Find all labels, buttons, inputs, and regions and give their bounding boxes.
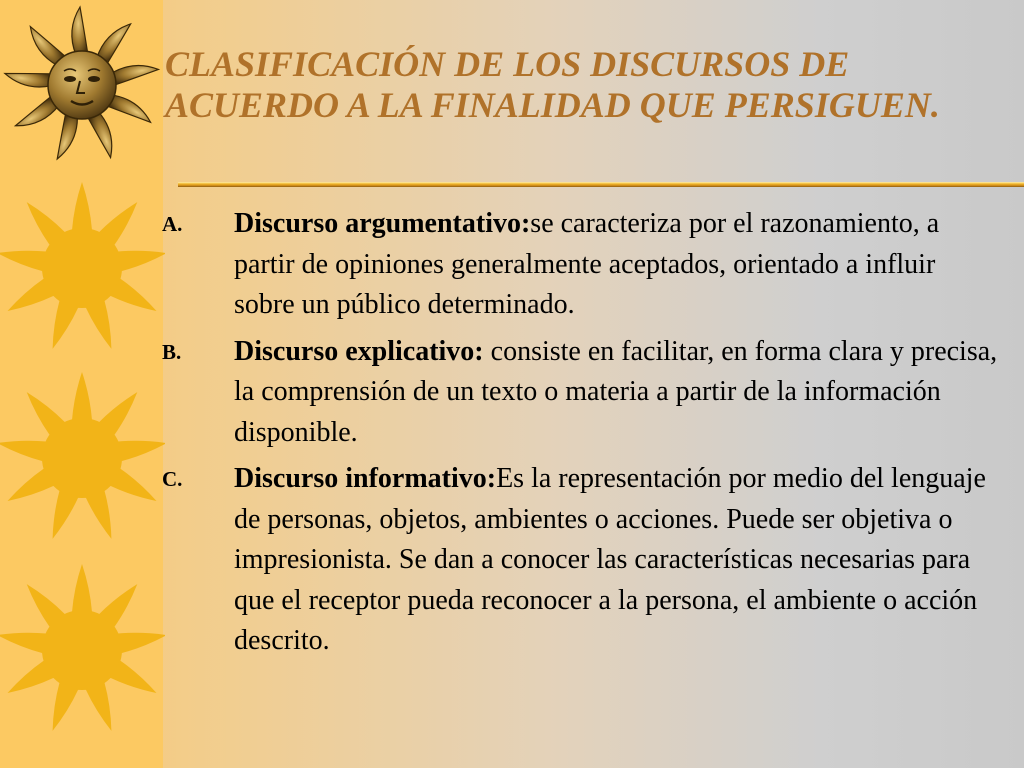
item-marker: A. <box>162 212 183 236</box>
list-item <box>162 204 1002 326</box>
sun-icon <box>0 178 165 358</box>
discourse-list <box>162 204 1002 668</box>
item-text: se caracteriza por el razonamiento, a partir de opiniones generalmente aceptados, orientado a influir sobre un público determinado. <box>234 208 940 320</box>
list-item <box>162 459 1002 662</box>
left-decorative-band <box>0 0 163 768</box>
item-term: Discurso argumentativo: <box>234 208 531 239</box>
sun-face-icon <box>0 0 165 175</box>
item-term: Discurso explicativo: <box>234 335 484 367</box>
slide-title: CLASIFICACIÓN DE LOS DISCURSOS DE ACUERDO A LA FINALIDAD QUE PERSIGUEN. <box>165 44 940 125</box>
sun-icon <box>0 368 165 548</box>
item-term: Discurso informativo: <box>234 463 497 494</box>
item-marker: B. <box>162 339 182 364</box>
item-marker: C. <box>162 467 183 491</box>
item-text: Es la representación por medio del lenguaje de personas, objetos, ambientes o acciones. Puede ser objetiva o impresionista. Se dan a conocer las características necesarias para que el receptor pueda reconocer a la persona, el ambiente o acción descrito. <box>234 463 986 656</box>
list-item <box>162 332 1002 454</box>
title-divider <box>178 182 1024 187</box>
item-text: consiste en facilitar, en forma clara y precisa, la comprensión de un texto o materia a partir de la información disponible. <box>234 335 998 448</box>
sun-icon <box>0 560 165 740</box>
